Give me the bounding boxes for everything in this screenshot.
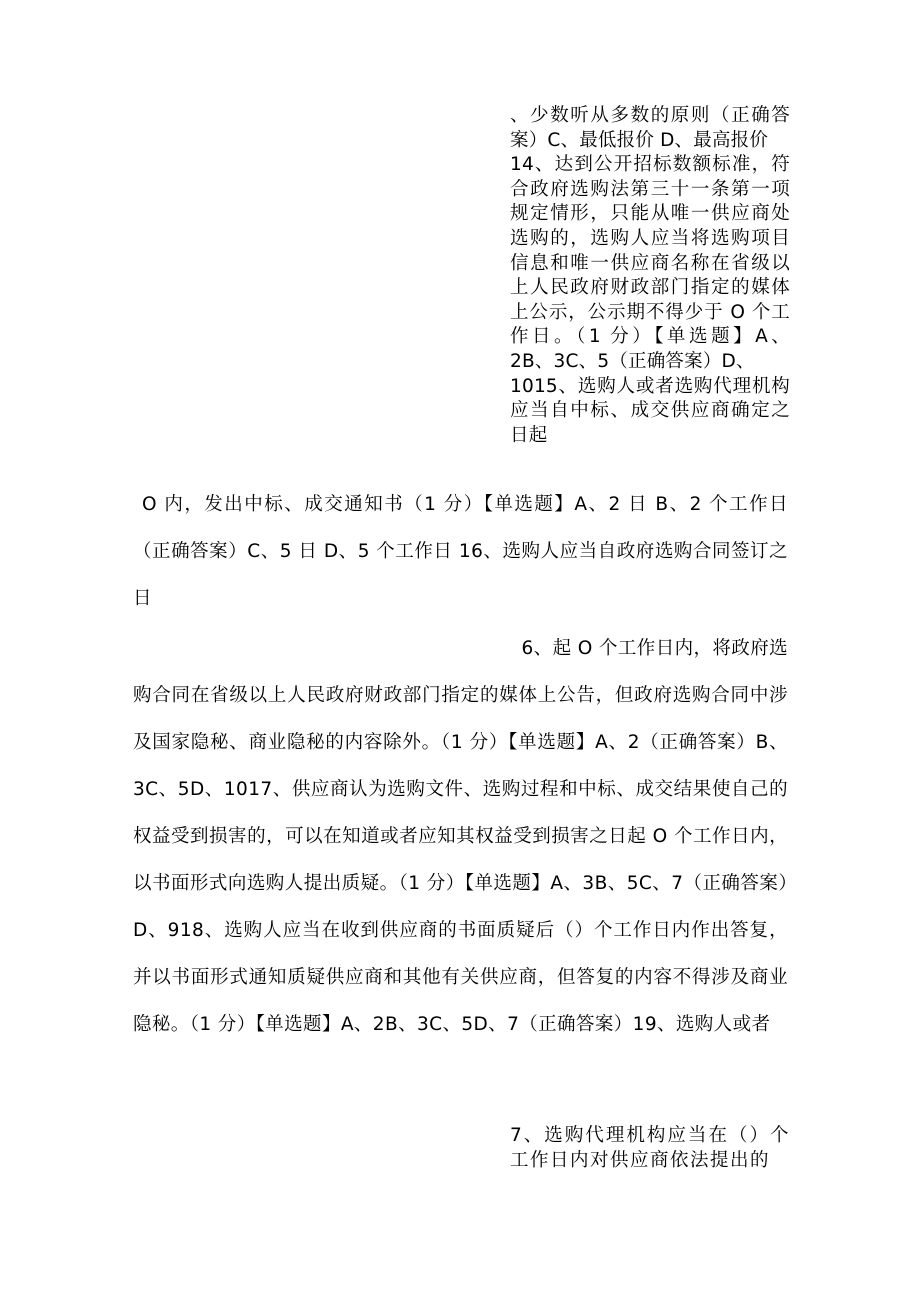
paragraph-notification: O 内，发出中标、成交通知书（1 分）【单选题】A、2 日 B、2 个工作日（正确答案）C、5 日 D、5 个工作日 16、选购人应当自政府选购合同签订之日 (133, 494, 788, 609)
paragraph-top-right: 、少数听从多数的原则（正确答案）C、最低报价 D、最高报价 14、达到公开招标数额标准，符合政府选购法第三十一条第一项规定情形，只能从唯一供应商处选购的，选购人应当将选购项目信息和唯一供应商名称在省级以上人民政府财政部门指定的媒体上公示，公示期不得少于 O 个工作日。（1 分）【单选题】A、2B、3C、5（正确答案）D、 1015、选购人或者选购代理机构应当自中标、成交供应商确定之日起 (510, 105, 790, 446)
paragraph-contract-heading: 6、起 O 个工作日内，将政府选 (521, 638, 788, 659)
paragraph-bottom-right: 7、选购代理机构应当在（）个工作日内对供应商依法提出的 (510, 1125, 790, 1171)
paragraph-contract-body: 购合同在省级以上人民政府财政部门指定的媒体上公告，但政府选购合同中涉及国家隐秘、商业隐秘的内容除外。（1 分）【单选题】A、2（正确答案）B、3C、5D、1017、供应商认为选购文件、选购过程和中标、成交结果使自己的权益受到损害的，可以在知道或者应知其权益受到损害之日起 O 个工作日内，以书面形式向选购人提出质疑。（1 分）【单选题】A、3B、5C、7（正确答案）D、918、选购人应当在收到供应商的书面质疑后（）个工作日内作出答复，并以书面形式通知质疑供应商和其他有关供应商，但答复的内容不得涉及商业隐秘。（1 分）【单选题】A、2B、3C、5D、7（正确答案）19、选购人或者 (133, 685, 788, 1035)
